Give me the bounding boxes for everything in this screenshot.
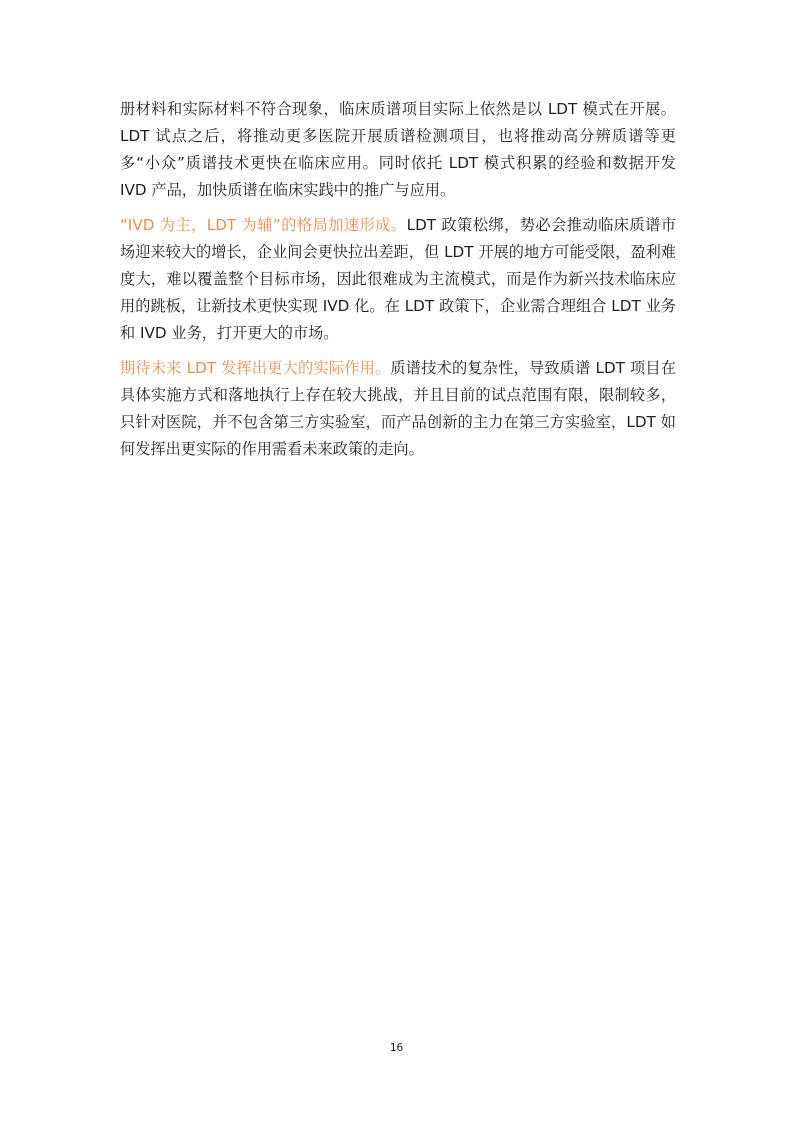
- page-number: 16: [389, 1042, 404, 1054]
- paragraph-1-body: 册材料和实际材料不符合现象，临床质谱项目实际上依然是以 LDT 模式在开展。LDT 试点之后，将推动更多医院开展质谱检测项目，也将推动高分辨质谱等更多“小众”质谱技术更快在临床应用。同时依托 LDT 模式积累的经验和数据开发 IVD 产品，加快质谱在临床实践中的推广与应用。: [120, 100, 676, 199]
- paragraph-3: [120, 355, 676, 463]
- paragraph-1: [120, 96, 676, 204]
- paragraph-2-lead: “IVD 为主，LDT 为辅”的格局加速形成。: [120, 216, 407, 234]
- paragraph-2: [120, 212, 676, 347]
- paragraph-2-body: LDT 政策松绑，势必会推动临床质谱市场迎来较大的增长，企业间会更快拉出差距，但 LDT 开展的地方可能受限，盈利难度大，难以覆盖整个目标市场，因此很难成为主流模式，而是作为新兴技术临床应用的跳板，让新技术更快实现 IVD 化。在 LDT 政策下，企业需合理组合 LDT 业务和 IVD 业务，打开更大的市场。: [120, 216, 677, 342]
- paragraph-3-body: 质谱技术的复杂性，导致质谱 LDT 项目在具体实施方式和落地执行上存在较大挑战，并且目前的试点范围有限，限制较多，只针对医院，并不包含第三方实验室，而产品创新的主力在第三方实验室，LDT 如何发挥出更实际的作用需看未来政策的走向。: [120, 359, 676, 458]
- paragraph-3-lead: 期待未来 LDT 发挥出更大的实际作用。: [120, 359, 391, 377]
- body-text: [120, 96, 676, 471]
